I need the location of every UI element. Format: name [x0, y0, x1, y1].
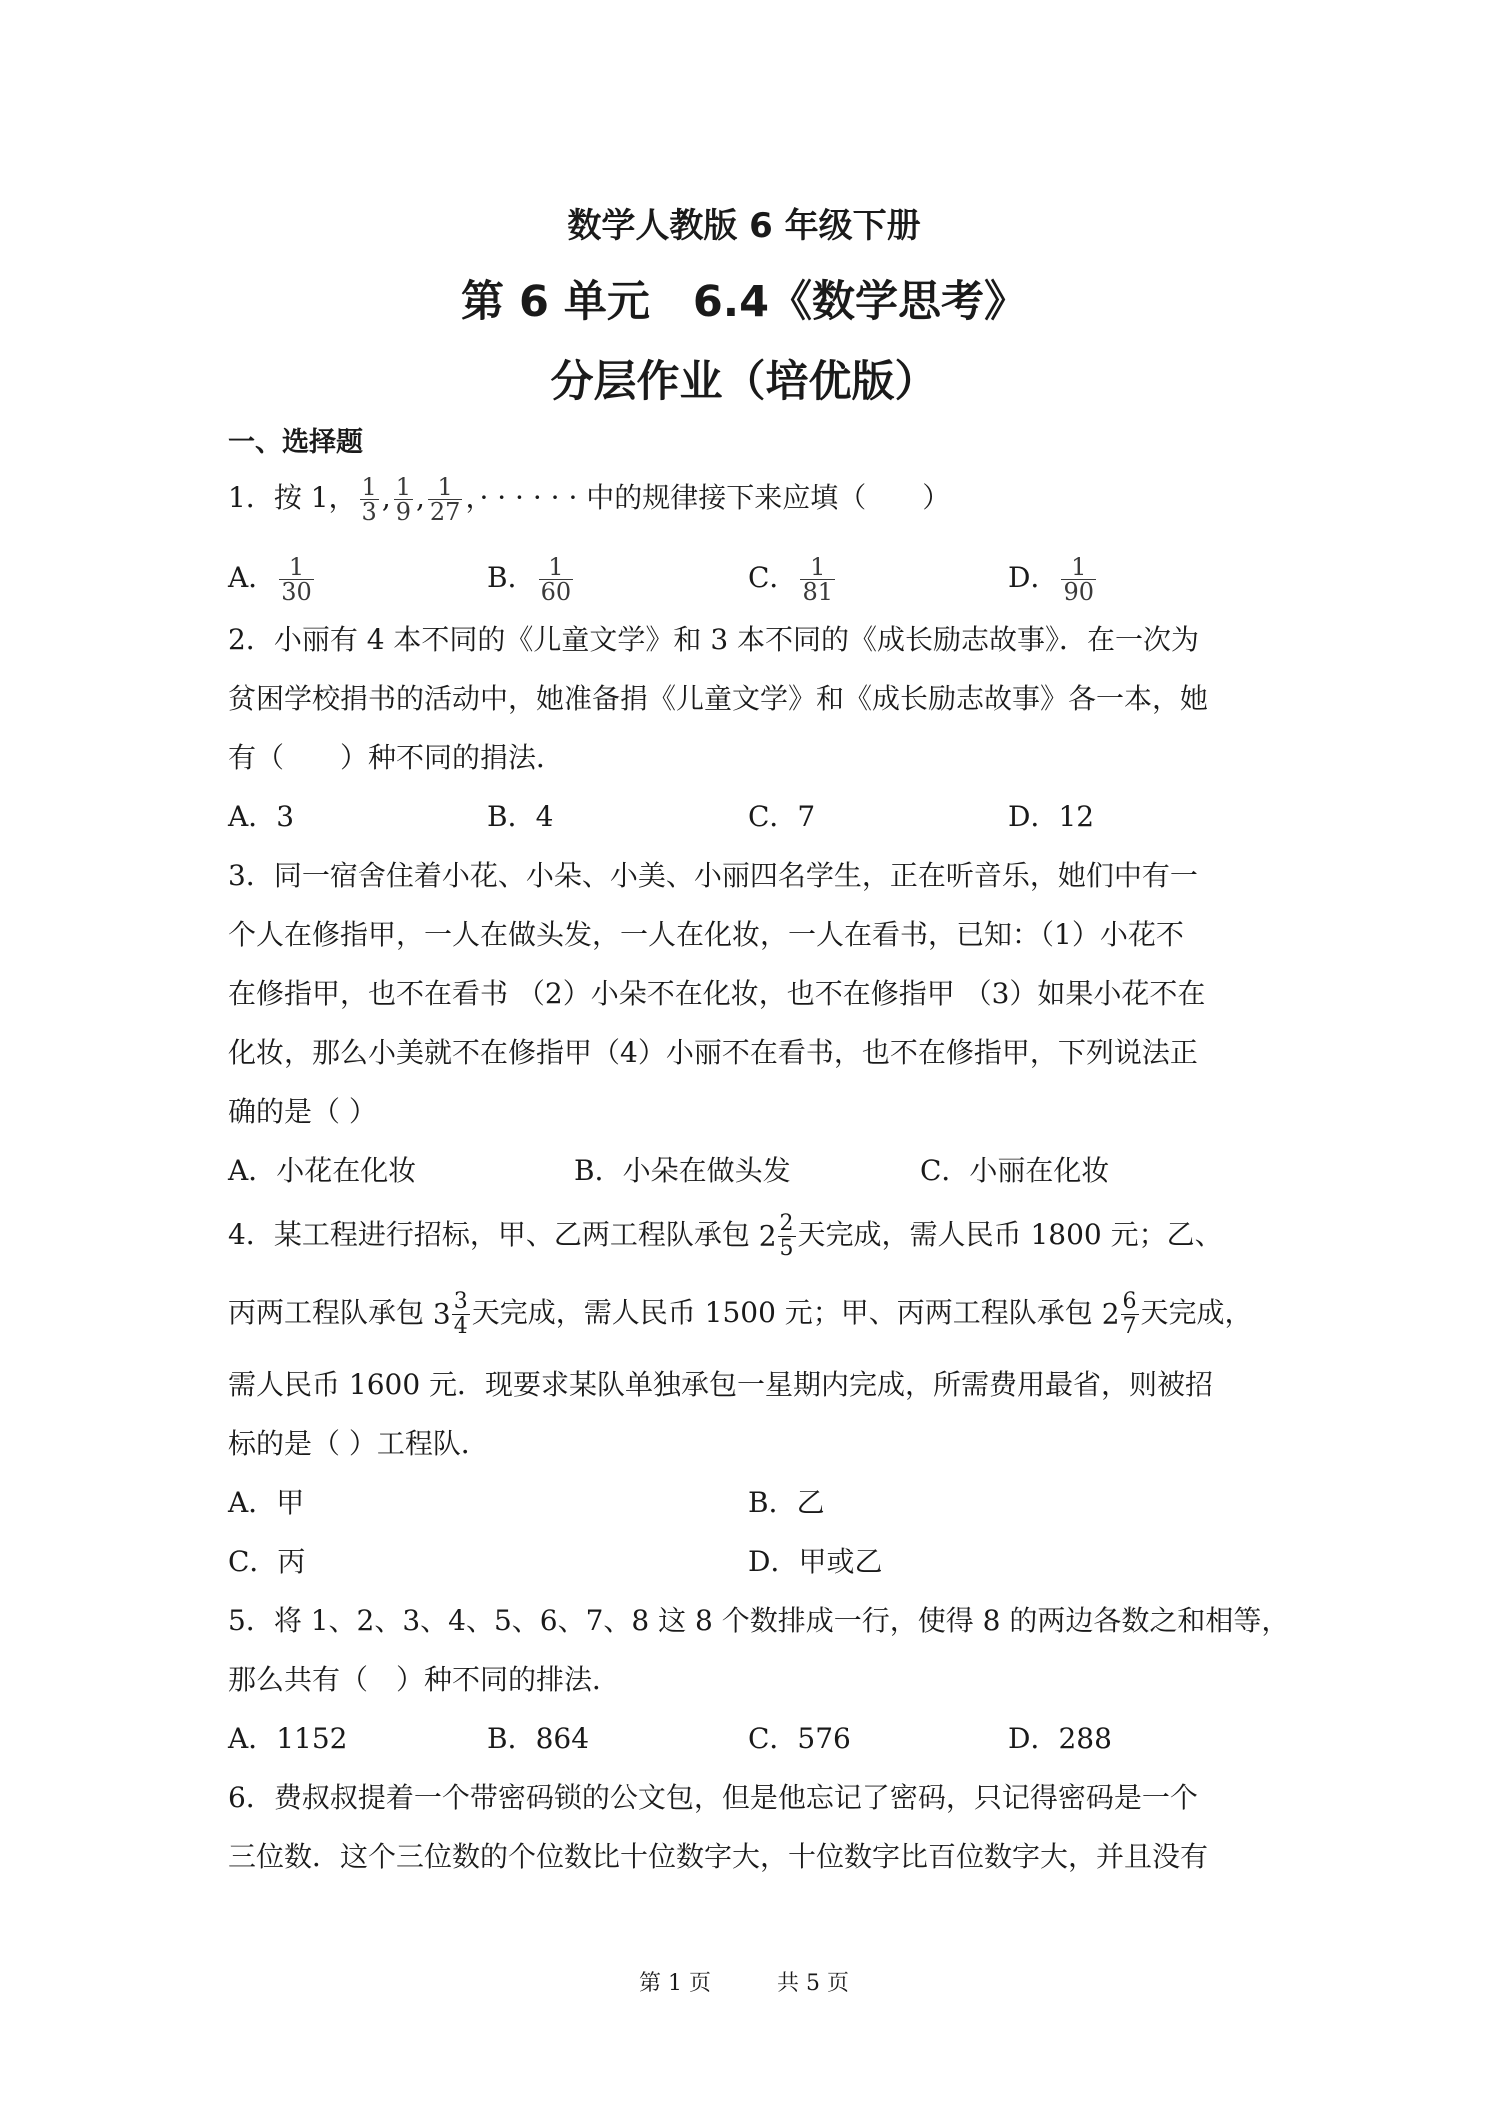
q5-option-a: A．1152 — [228, 1722, 348, 1755]
doc-title-sub: 分层作业（培优版） — [550, 357, 938, 407]
doc-title: 第 6 单元 6.4《数学思考》 — [460, 277, 1028, 327]
mixed-number: 2 $\frac{6}{7}$ — [1101, 1289, 1137, 1339]
q2-line: 有（ ）种不同的捐法． — [228, 741, 565, 774]
q4-option-b: B．乙 — [748, 1486, 825, 1519]
q4-line: 4．某工程进行招标，甲、乙两工程队承包 2 $\frac{2}{5}$ 天完成，需人民币 1800 元；乙、 — [228, 1211, 1223, 1261]
q4-line: 标的是（ ）工程队． — [228, 1427, 489, 1460]
q3-option-b: B．小朵在做头发 — [574, 1154, 791, 1187]
q6-line: 6．费叔叔提着一个带密码锁的公文包，但是他忘记了密码，只记得密码是一个 — [228, 1781, 1198, 1814]
q2-line: 贫困学校捐书的活动中，她准备捐《儿童文学》和《成长励志故事》各一本，她 — [228, 682, 1209, 715]
q4-option-d: D．甲或乙 — [748, 1545, 883, 1578]
question-1: 1．按 1， $\frac{1}{3}$ , $\frac{1}{9}$ , $\frac{1}{27}$ ，· · · · · · 中的规律接下来应填（ ） — [228, 473, 951, 526]
q2-option-a: A．3 — [228, 800, 295, 833]
q3-line: 个人在修指甲，一人在做头发，一人在化妆，一人在看书，已知：（1）小花不 — [228, 918, 1184, 951]
q4-line: 丙两工程队承包 3 $\frac{3}{4}$ 天完成，需人民币 1500 元；甲、丙两工程队承包 2 $\frac{6}{7}$ 天完成， — [228, 1289, 1253, 1339]
q3-line: 化妆，那么小美就不在修指甲（4）小丽不在看书，也不在修指甲，下列说法正 — [228, 1036, 1198, 1069]
mixed-number: 3 $\frac{3}{4}$ — [432, 1289, 468, 1339]
q1-option-b: B． $\frac{1}{60}$ — [487, 553, 572, 606]
q1-fraction: $\frac{1}{3}$ — [361, 473, 377, 526]
q2-option-c: C．7 — [748, 800, 816, 833]
q3-option-c: C．小丽在化妆 — [920, 1154, 1110, 1187]
q3-line: 3．同一宿舍住着小花、小朵、小美、小丽四名学生，正在听音乐，她们中有一 — [228, 859, 1198, 892]
q5-option-c: C．576 — [748, 1722, 851, 1755]
q1-option-d: D． $\frac{1}{90}$ — [1008, 553, 1094, 606]
q1-option-c: C． $\frac{1}{81}$ — [748, 553, 833, 606]
q3-line: 在修指甲，也不在看书 （2）小朵不在化妆，也不在修指甲 （3）如果小花不在 — [228, 977, 1206, 1010]
q4-line: 需人民币 1600 元．现要求某队单独承包一星期内完成，所需费用最省，则被招 — [228, 1368, 1214, 1401]
q3-option-a: A．小花在化妆 — [228, 1154, 417, 1187]
section-heading: 一、选择题 — [228, 427, 363, 458]
q2-option-b: B．4 — [487, 800, 554, 833]
q5-line: 5．将 1、2、3、4、5、6、7、8 这 8 个数排成一行，使得 8 的两边各数之和相等， — [228, 1604, 1290, 1637]
q1-prefix: 1．按 1， — [228, 481, 357, 514]
mixed-number: 2 $\frac{2}{5}$ — [758, 1211, 794, 1261]
q2-option-d: D．12 — [1008, 800, 1095, 833]
q1-suffix: ，· · · · · · 中的规律接下来应填（ ） — [465, 481, 951, 514]
q4-option-a: A．甲 — [228, 1486, 305, 1519]
q4-option-c: C．丙 — [228, 1545, 306, 1578]
q3-line: 确的是（ ） — [228, 1095, 377, 1128]
q1-option-a: A． $\frac{1}{30}$ — [228, 553, 312, 606]
q1-fraction: $\frac{1}{27}$ — [429, 473, 461, 526]
page-footer: 第 1 页 共 5 页 — [639, 1971, 849, 1996]
q5-option-b: B．864 — [487, 1722, 590, 1755]
doc-subtitle: 数学人教版 6 年级下册 — [567, 206, 921, 246]
q2-line: 2．小丽有 4 本不同的《儿童文学》和 3 本不同的《成长励志故事》．在一次为 — [228, 623, 1200, 656]
q5-option-d: D．288 — [1008, 1722, 1112, 1755]
q6-line: 三位数．这个三位数的个位数比十位数字大，十位数字比百位数字大，并且没有 — [228, 1840, 1209, 1873]
q1-fraction: $\frac{1}{9}$ — [395, 473, 411, 526]
q5-line: 那么共有（ ）种不同的排法． — [228, 1663, 621, 1696]
